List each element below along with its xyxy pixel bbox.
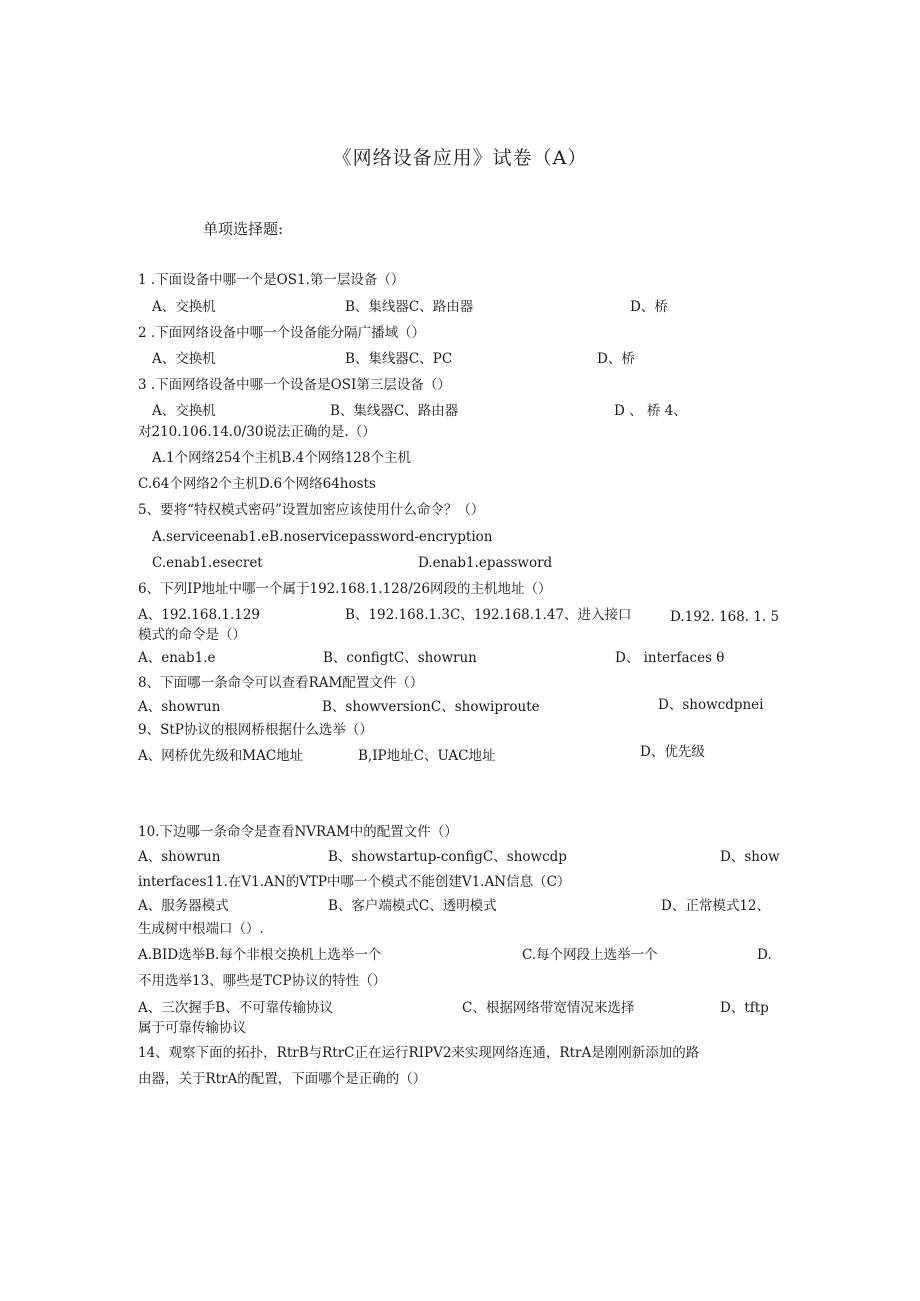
text-line-q5-opts-2-0: C.enab1.esecret: [152, 555, 263, 571]
text-line-q9-opts-0: A、网桥优先级和MAC地址: [138, 748, 304, 764]
text-line-q3: 3 .下面网络设备中哪一个设备是OSI第三层设备（）: [138, 377, 451, 393]
text-line-q2: 2 .下面网络设备中哪一个设备能分隔广播域（）: [138, 325, 426, 341]
text-line-q11: interfaces11.在V1.AN的VTP中哪一个模式不能创建V1.AN信息（C）: [138, 874, 571, 890]
text-line-q7: 模式的命令是（）: [138, 627, 246, 643]
text-line-q2-opts-1: B、集线器C、PC: [345, 351, 453, 367]
text-line-q10-opts-2: D、show: [720, 849, 780, 865]
text-line-q3-opts-2: D 、 桥 4、: [614, 403, 687, 419]
text-line-q1: 1 .下面设备中哪一个是OS1.第一层设备（）: [138, 272, 405, 288]
text-line-q13-cont: 属于可靠传输协议: [138, 1020, 246, 1036]
text-line-q12-opts-0: A.BID选举B.每个非根交换机上选举一个: [138, 947, 382, 963]
text-line-q14: 14、观察下面的拓扑，RtrB与RtrC正在运行RIPV2来实现网络连通，RtrA是刚刚新添加的路: [138, 1045, 700, 1061]
text-line-q1-opts-0: A、交换机: [152, 299, 216, 315]
exam-title: 《网络设备应用》试卷（A）: [332, 147, 588, 169]
text-line-q12-opts-2: D.: [757, 947, 772, 963]
text-line-q1-opts-1: B、集线器C、路由器: [345, 299, 474, 315]
text-line-q8-opts-0: A、showrun: [138, 699, 221, 715]
text-line-q13-opts-2: D、tftp: [720, 1000, 769, 1016]
text-line-q7-opts-2: D、 interfaces θ: [615, 650, 725, 666]
text-line-q9: 9、StP协议的根网桥根据什么选举（）: [138, 722, 373, 738]
text-line-q2-opts-2: D、桥: [597, 351, 635, 367]
text-line-q9-opts-2: D、优先级: [640, 744, 705, 760]
text-line-q11-opts-2: D、正常模式12、: [661, 898, 771, 914]
text-line-q4-opts-2: C.64个网络2个主机D.6个网络64hosts: [138, 476, 376, 492]
text-line-q9-opts-1: B,IP地址C、UAC地址: [358, 748, 496, 764]
text-line-q3-opts-0: A、交换机: [152, 403, 216, 419]
text-line-q1-opts-2: D、桥: [630, 299, 668, 315]
text-line-q5: 5、要将“特权模式密码”设置加密应该使用什么命令？（）: [138, 502, 485, 518]
text-line-q7-opts-0: A、enab1.e: [138, 650, 216, 666]
text-line-q6-opts-2: D.192. 168. 1. 5: [670, 609, 780, 625]
text-line-q7-opts-1: B、configtC、showrun: [323, 650, 477, 666]
text-line-q6: 6、下列IP地址中哪一个属于192.168.1.128/26网段的主机地址（）: [138, 581, 552, 597]
section-heading: 单项选择题:: [203, 220, 284, 238]
text-line-q8-opts-2: D、showcdpnei: [658, 697, 764, 713]
text-line-q5-opts-2-1: D.enab1.epassword: [418, 555, 553, 571]
text-line-q10: 10.下边哪一条命令是查看NVRAM中的配置文件（）: [138, 824, 458, 840]
text-line-q6-opts-0: A、192.168.1.129: [138, 607, 261, 623]
text-line-q8: 8、下面哪一条命令可以查看RAM配置文件（）: [138, 675, 424, 691]
text-line-q13: 不用选举13、哪些是TCP协议的特性（）: [138, 973, 387, 989]
text-line-q2-opts-0: A、交换机: [152, 351, 216, 367]
text-line-q11-opts-0: A、服务器模式: [138, 898, 229, 914]
text-line-q4-opts-1: A.1个网络254个主机B.4个网络128个主机: [152, 450, 411, 466]
text-line-q11-opts-1: B、客户端模式C、透明模式: [328, 898, 497, 914]
text-line-q12-opts-1: C.每个网段上选举一个: [522, 947, 658, 963]
text-line-q8-opts-1: B、showversionC、showiproute: [322, 699, 540, 715]
text-line-q6-opts-1: B、192.168.1.3C、192.168.1.47、进入接口: [345, 607, 632, 623]
text-line-q13-opts-1: C、根据网络带宽情况来选择: [462, 1000, 635, 1016]
text-line-q14-cont: 由器，关于RtrA的配置，下面哪个是正确的（）: [138, 1071, 427, 1087]
text-line-q5-opts-1: A.serviceenab1.eB.noservicepassword-encryption: [152, 529, 493, 545]
text-line-q10-opts-0: A、showrun: [138, 849, 221, 865]
text-line-q4: 对210.106.14.0/30说法正确的是.（）: [138, 424, 376, 440]
text-line-q12: 生成树中根端口（）.: [138, 921, 264, 937]
text-line-q13-opts-0: A、三次握手B、不可靠传输协议: [138, 1000, 334, 1016]
text-line-q3-opts-1: B、集线器C、路由器: [330, 403, 459, 419]
text-line-q10-opts-1: B、showstartup-configC、showcdp: [328, 849, 567, 865]
